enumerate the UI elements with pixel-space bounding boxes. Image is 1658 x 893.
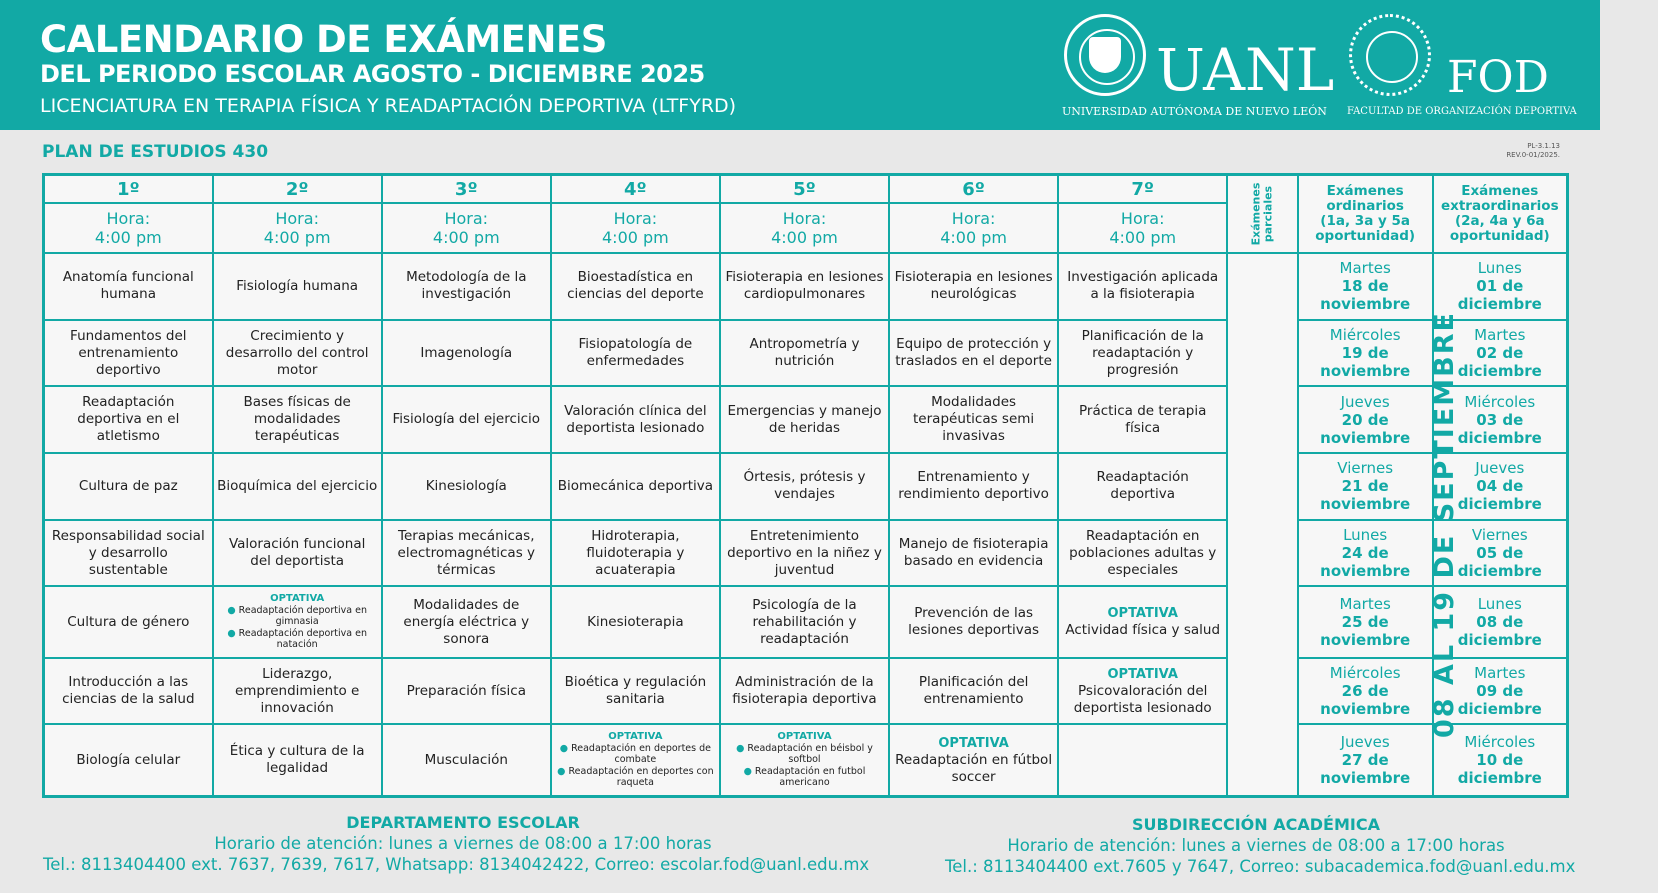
subject-cell: Fisiopatología de enfermedades [551,320,720,387]
subject-cell: Metodología de la investigación [382,253,551,320]
parciales-range: 08 AL 19 DE SEPTIEMBRE [1429,311,1461,738]
extraordinario-date: Miércoles 10 de diciembre [1433,724,1568,796]
bullet-icon: ● [736,743,745,755]
table-row [44,658,1568,725]
subject-cell: Entrenamiento y rendimiento deportivo [889,453,1058,520]
extraordinario-date: Martes 02 de diciembre [1433,320,1568,387]
semester-header: 3º [382,175,551,204]
plan-label: PLAN DE ESTUDIOS 430 [42,142,269,162]
subject-cell: Liderazgo, emprendimiento e innovación [213,658,382,725]
ordinario-date: Martes 25 de noviembre [1298,586,1433,657]
subject-cell: Cultura de género [44,586,213,657]
subject-cell: Biología celular [44,724,213,796]
subject-cell: Fisioterapia en lesiones neurológicas [889,253,1058,320]
subject-cell: Readaptación deportiva en el atletismo [44,386,213,453]
subject-cell: Psicología de la rehabilitación y readaptación [720,586,889,657]
ordinario-date: Miércoles 26 de noviembre [1298,658,1433,725]
subject-cell: Práctica de terapia física [1058,386,1227,453]
subject-cell: Valoración clínica del deportista lesionado [551,386,720,453]
subject-cell: Fundamentos del entrenamiento deportivo [44,320,213,387]
hora-cell: Hora: 4:00 pm [213,203,382,253]
table-row [44,320,1568,387]
table-row [44,253,1568,320]
fod-logo-text: FOD [1447,52,1549,103]
fod-seal-icon [1349,14,1431,96]
subject-cell: Prevención de las lesiones deportivas [889,586,1058,657]
bullet-icon: ● [557,766,566,778]
subject-cell: Modalidades de energía eléctrica y sonora [382,586,551,657]
subject-cell: Bioética y regulación sanitaria [551,658,720,725]
fod-caption: FACULTAD DE ORGANIZACIÓN DEPORTIVA [1347,106,1577,117]
table-row [44,724,1568,796]
subject-cell: Responsabilidad social y desarrollo sustentable [44,520,213,587]
semester-row [44,175,1568,204]
subject-cell: Preparación física [382,658,551,725]
hora-cell: Hora: 4:00 pm [1058,203,1227,253]
subject-cell: Bioquímica del ejercicio [213,453,382,520]
parciales-header: Exámenes parciales [1227,175,1297,254]
ordinarios-header: Exámenes ordinarios (1a, 3a y 5a oportunidad) [1298,175,1433,254]
program-name: LICENCIATURA EN TERAPIA FÍSICA Y READAPTACIÓN DEPORTIVA (LTFYRD) [40,95,737,117]
subject-cell: Readaptación deportiva [1058,453,1227,520]
uanl-logo [1062,10,1352,122]
hora-cell: Hora: 4:00 pm [889,203,1058,253]
subject-cell: Anatomía funcional humana [44,253,213,320]
ordinario-date: Viernes 21 de noviembre [1298,453,1433,520]
period-subtitle: DEL PERIODO ESCOLAR AGOSTO - DICIEMBRE 2025 [40,60,705,88]
subject-cell: Fisiología humana [213,253,382,320]
subject-cell: Fisioterapia en lesiones cardiopulmonares [720,253,889,320]
subject-cell: Terapias mecánicas, electromagnéticas y térmicas [382,520,551,587]
subject-cell: Biomecánica deportiva [551,453,720,520]
extraordinario-date: Lunes 01 de diciembre [1433,253,1568,320]
footer-left-contact: Tel.: 8113404400 ext. 7637, 7639, 7617, Whatsapp: 8134042422, Correo: escolar.fod@uanl.edu.mx [43,855,870,874]
fod-logo [1347,10,1577,122]
optativa-cell: OPTATIVA Readaptación en fútbol soccer [889,724,1058,796]
subject-cell: Manejo de fisioterapia basado en evidencia [889,520,1058,587]
ordinario-date: Jueves 20 de noviembre [1298,386,1433,453]
subject-cell: Modalidades terapéuticas semi invasivas [889,386,1058,453]
subject-cell: Introducción a las ciencias de la salud [44,658,213,725]
footer-right-contact: Tel.: 8113404400 ext.7605 y 7647, Correo: subacademica.fod@uanl.edu.mx [945,857,1576,876]
extraordinario-date: Lunes 08 de diciembre [1433,586,1568,657]
subject-cell: Órtesis, prótesis y vendajes [720,453,889,520]
subject-cell: Imagenología [382,320,551,387]
ordinario-date: Martes 18 de noviembre [1298,253,1433,320]
footer-left-title: DEPARTAMENTO ESCOLAR [346,813,580,832]
subject-cell: Administración de la fisioterapia deportiva [720,658,889,725]
optativa-cell: OPTATIVA Psicovaloración del deportista lesionado [1058,658,1227,725]
hora-cell: Hora: 4:00 pm [720,203,889,253]
exam-calendar-table [42,173,1569,798]
table-row [44,520,1568,587]
subject-cell: Planificación del entrenamiento [889,658,1058,725]
uanl-logo-text: UANL [1156,36,1335,104]
subject-cell: Ética y cultura de la legalidad [213,724,382,796]
semester-header: 6º [889,175,1058,204]
subject-cell: Bases físicas de modalidades terapéuticas [213,386,382,453]
ordinario-date: Miércoles 19 de noviembre [1298,320,1433,387]
uanl-caption: UNIVERSIDAD AUTÓNOMA DE NUEVO LEÓN [1062,105,1327,118]
page-title: CALENDARIO DE EXÁMENES [40,18,607,61]
semester-header: 1º [44,175,213,204]
subject-cell: Bioestadística en ciencias del deporte [551,253,720,320]
subject-cell: Equipo de protección y traslados en el deporte [889,320,1058,387]
subject-cell: Emergencias y manejo de heridas [720,386,889,453]
optativa-cell: OPTATIVA Actividad física y salud [1058,586,1227,657]
subject-cell: Musculación [382,724,551,796]
semester-header: 4º [551,175,720,204]
ordinario-date: Lunes 24 de noviembre [1298,520,1433,587]
hora-cell: Hora: 4:00 pm [44,203,213,253]
optativa-cell: OPTATIVA ● Readaptación en béisbol y softbol ● Readaptación en futbol americano [720,724,889,796]
bullet-icon: ● [227,605,236,617]
semester-header: 2º [213,175,382,204]
subject-cell: Readaptación en poblaciones adultas y especiales [1058,520,1227,587]
table-row [44,386,1568,453]
uanl-seal-icon [1064,14,1146,96]
bullet-icon: ● [227,628,236,640]
optativa-cell: OPTATIVA ● Readaptación en deportes de combate ● Readaptación en deportes con raqueta [551,724,720,796]
table-row [44,453,1568,520]
semester-header: 7º [1058,175,1227,204]
header-banner [0,0,1600,130]
subject-cell: Fisiología del ejercicio [382,386,551,453]
subject-cell: Kinesioterapia [551,586,720,657]
footer-right-hours: Horario de atención: lunes a viernes de 08:00 a 17:00 horas [1007,836,1505,855]
optativa-cell: OPTATIVA ● Readaptación deportiva en gimnasia ● Readaptación deportiva en natación [213,586,382,657]
hora-cell: Hora: 4:00 pm [382,203,551,253]
bullet-icon: ● [559,743,569,755]
extraordinario-date: Viernes 05 de diciembre [1433,520,1568,587]
footer-left-hours: Horario de atención: lunes a viernes de 08:00 a 17:00 horas [214,834,712,853]
subject-cell: Valoración funcional del deportista [213,520,382,587]
bullet-icon: ● [743,766,752,778]
hora-cell: Hora: 4:00 pm [551,203,720,253]
subject-cell: Crecimiento y desarrollo del control motor [213,320,382,387]
ordinario-date: Jueves 27 de noviembre [1298,724,1433,796]
semester-header: 5º [720,175,889,204]
subject-cell: Entretenimiento deportivo en la niñez y juventud [720,520,889,587]
subject-cell: Hidroterapia, fluidoterapia y acuaterapia [551,520,720,587]
subject-cell: Antropometría y nutrición [720,320,889,387]
extraordinarios-header: Exámenes extraordinarios (2a, 4a y 6a oportunidad) [1433,175,1568,254]
extraordinario-date: Jueves 04 de diciembre [1433,453,1568,520]
extraordinario-date: Miércoles 03 de diciembre [1433,386,1568,453]
subject-cell: Kinesiología [382,453,551,520]
empty-cell [1058,724,1227,796]
table-row [44,586,1568,657]
document-code: PL-3.1.13 REV.0-01/2025. [1506,142,1560,159]
subject-cell: Investigación aplicada a la fisioterapia [1058,253,1227,320]
footer-right-title: SUBDIRECCIÓN ACADÉMICA [1132,815,1380,834]
subject-cell: Planificación de la readaptación y progresión [1058,320,1227,387]
subject-cell: Cultura de paz [44,453,213,520]
extraordinario-date: Martes 09 de diciembre [1433,658,1568,725]
